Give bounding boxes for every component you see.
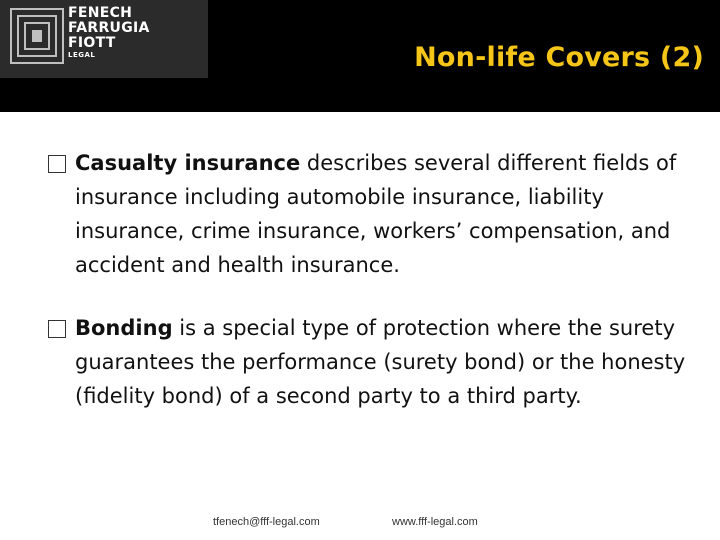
bullet-text bbox=[75, 146, 696, 282]
bullet-description: is a special type of protection where the surety guarantees the performance (surety bond) or the honesty (fidelity bond) of a second party to a third party. bbox=[75, 316, 686, 408]
bullet-casualty-insurance bbox=[46, 146, 696, 282]
footer-email[interactable]: tfenech@fff-legal.com bbox=[213, 516, 320, 528]
footer-website[interactable]: www.fff-legal.com bbox=[392, 516, 478, 528]
logo-mark-icon bbox=[10, 8, 64, 64]
bullet-bonding bbox=[46, 311, 696, 413]
logo-line-1: FENECH bbox=[68, 5, 133, 21]
bullet-box-icon bbox=[48, 155, 66, 173]
bullet-text bbox=[75, 311, 696, 413]
logo-line-4: LEGAL bbox=[68, 51, 96, 59]
bullet-term: Bonding bbox=[75, 316, 173, 340]
bullet-description: describes several different fields of insurance including automobile insurance, liability insurance, crime insurance, workers’ compensation, and accident and health insurance. bbox=[75, 151, 677, 277]
slide-title: Non-life Covers (2) bbox=[414, 42, 704, 73]
header-bar bbox=[0, 0, 720, 112]
logo-text bbox=[68, 6, 150, 60]
bullet-box-icon bbox=[48, 320, 66, 338]
logo-line-3: FIOTT bbox=[68, 35, 116, 51]
company-logo bbox=[0, 0, 208, 78]
logo-line-2: FARRUGIA bbox=[68, 20, 150, 36]
bullet-term: Casualty insurance bbox=[75, 151, 301, 175]
